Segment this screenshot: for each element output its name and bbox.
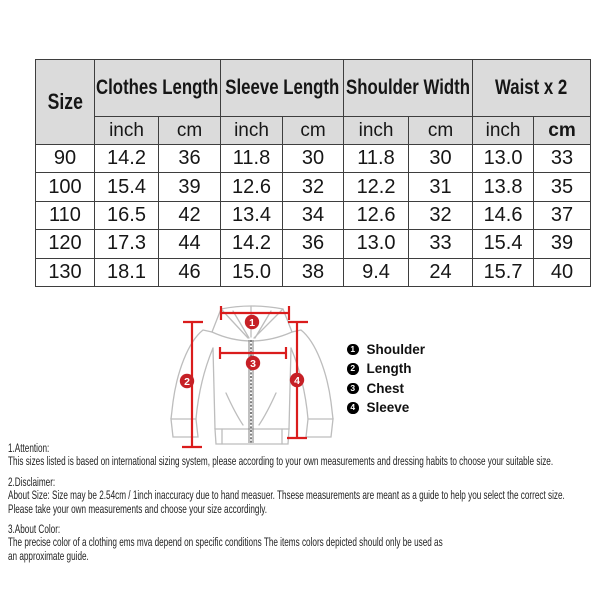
size-table (35, 59, 591, 287)
size-table-header (36, 60, 591, 145)
table-cell: 12.6 (344, 201, 409, 229)
table-cell: 39 (159, 173, 221, 201)
legend-bullet-icon: 2 (347, 363, 359, 375)
table-cell: 100 (36, 173, 95, 201)
unit-header: cm (534, 117, 591, 145)
legend-label: Chest (366, 380, 405, 396)
table-cell: 16.5 (95, 201, 159, 229)
table-cell: 42 (159, 201, 221, 229)
unit-header: inch (473, 117, 534, 145)
notes-section (8, 442, 598, 570)
table-cell: 37 (534, 201, 591, 229)
table-cell: 13.0 (473, 145, 534, 173)
unit-header: inch (221, 117, 283, 145)
table-cell: 36 (283, 230, 344, 258)
legend-item (347, 363, 425, 376)
table-cell: 33 (409, 230, 473, 258)
table-cell: 14.6 (473, 201, 534, 229)
table-cell: 38 (283, 258, 344, 286)
table-row (36, 201, 591, 229)
jacket-left-cuff (171, 419, 198, 437)
table-cell: 120 (36, 230, 95, 258)
jacket-collar (212, 332, 292, 341)
legend-item (347, 402, 425, 415)
table-cell: 32 (283, 173, 344, 201)
table-cell: 15.4 (473, 230, 534, 258)
legend-bullet-icon: 1 (347, 344, 359, 356)
table-cell: 31 (409, 173, 473, 201)
table-cell: 17.3 (95, 230, 159, 258)
unit-header: inch (95, 117, 159, 145)
legend-label: Length (366, 361, 412, 377)
table-cell: 44 (159, 230, 221, 258)
note-section (8, 476, 598, 516)
unit-header: cm (159, 117, 221, 145)
note-line: This sizes listed is based on international sizing system, please according to your own measurements and dressing habits to choose your suitable size. (8, 454, 554, 469)
note-line: The precise color of a clothing ems mva depend on specific conditions The items colors depicted should only be used as (8, 535, 443, 550)
jacket-right-cuff (306, 419, 333, 437)
table-cell: 15.0 (221, 258, 283, 286)
table-row (36, 173, 591, 201)
table-cell: 14.2 (221, 230, 283, 258)
table-cell: 130 (36, 258, 95, 286)
jacket-left-sleeve-inner (196, 348, 213, 419)
note-heading: 3.About Color: (8, 522, 61, 537)
note-section (8, 523, 598, 563)
callout-number-2: 2 (184, 376, 190, 388)
unit-header: inch (344, 117, 409, 145)
legend-bullet-icon: 3 (347, 383, 359, 395)
note-line: About Size: Size may be 2.54cm / 1inch inaccuracy due to hand measuer. Thsese measurements are meant as a guide to help you select the correct size. (8, 488, 565, 503)
size-table-body (36, 145, 591, 287)
legend-label: Shoulder (366, 341, 426, 357)
table-row (36, 230, 591, 258)
legend-bullet-icon: 4 (347, 402, 359, 414)
jacket-measurement-diagram (160, 296, 345, 460)
table-row (36, 258, 591, 286)
note-line: an approximate guide. (8, 548, 89, 563)
note-heading: 2.Disclaimer: (8, 474, 56, 489)
table-row (36, 145, 591, 173)
table-cell: 13.8 (473, 173, 534, 201)
table-cell: 39 (534, 230, 591, 258)
column-header-group-0: Clothes Length (95, 60, 221, 117)
table-cell: 34 (283, 201, 344, 229)
note-line: Please take your own measurements and choose your size accordingly. (8, 501, 268, 516)
table-cell: 110 (36, 201, 95, 229)
table-cell: 12.6 (221, 173, 283, 201)
table-cell: 46 (159, 258, 221, 286)
legend-item (347, 382, 425, 395)
table-cell: 14.2 (95, 145, 159, 173)
column-header-size: Size (36, 60, 95, 145)
table-cell: 13.0 (344, 230, 409, 258)
callout-number-3: 3 (250, 358, 256, 370)
table-cell: 11.8 (221, 145, 283, 173)
table-cell: 9.4 (344, 258, 409, 286)
table-cell: 36 (159, 145, 221, 173)
unit-header: cm (283, 117, 344, 145)
table-cell: 30 (409, 145, 473, 173)
measurement-legend (347, 343, 425, 421)
table-cell: 32 (409, 201, 473, 229)
table-cell: 13.4 (221, 201, 283, 229)
note-heading: 1.Attention: (8, 441, 50, 455)
table-cell: 18.1 (95, 258, 159, 286)
note-section (8, 442, 598, 469)
column-header-group-3: Waist x 2 (473, 60, 591, 117)
column-header-group-2: Shoulder Width (344, 60, 473, 117)
legend-item (347, 343, 425, 356)
column-header-group-1: Sleeve Length (221, 60, 344, 117)
table-cell: 11.8 (344, 145, 409, 173)
table-cell: 33 (534, 145, 591, 173)
table-cell: 35 (534, 173, 591, 201)
unit-header: cm (409, 117, 473, 145)
table-cell: 40 (534, 258, 591, 286)
callout-number-4: 4 (294, 375, 300, 387)
table-cell: 15.7 (473, 258, 534, 286)
table-cell: 24 (409, 258, 473, 286)
table-cell: 15.4 (95, 173, 159, 201)
callout-number-1: 1 (249, 317, 255, 329)
table-cell: 12.2 (344, 173, 409, 201)
table-cell: 30 (283, 145, 344, 173)
table-cell: 90 (36, 145, 95, 173)
legend-label: Sleeve (366, 400, 410, 416)
